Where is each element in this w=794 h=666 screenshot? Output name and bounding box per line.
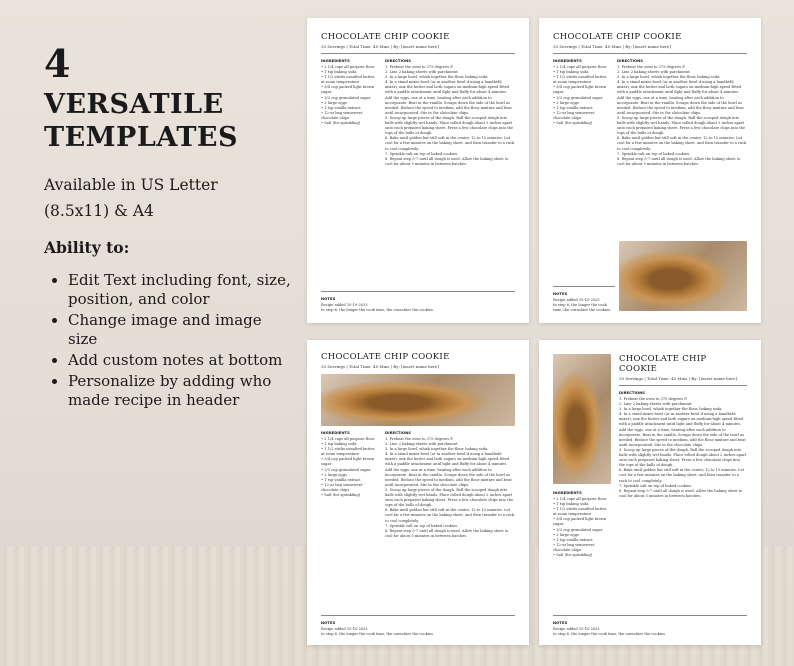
headline-line2: TEMPLATES — [44, 122, 238, 153]
ingredient-item: • 3/4 cup packed light brown sugar — [321, 457, 375, 467]
ingredient-item: • 12-oz bag semisweet chocolate chips — [553, 110, 595, 120]
ingredient-item: • 1 tsp baking soda — [553, 70, 589, 75]
direction-step: 6. Bake until golden but still soft in the center, 12 to 15 minutes. Let cool for a few minutes on the baking sheet, and then transfer to a rack to cool completely. — [619, 468, 745, 483]
ingredient-item: • 1 1/2 sticks unsalted butter, at room temperature — [321, 447, 376, 457]
direction-step: 8. Repeat step 5-7 until all dough is used. Allow the baking sheet to cool for about 5 minutes in between batches. — [619, 488, 743, 498]
cookie-photo — [321, 374, 515, 426]
template-page-3 — [307, 340, 529, 645]
template-count: 4 — [44, 41, 71, 86]
ingredient-item: • 1 tsp vanilla extract — [553, 105, 593, 110]
direction-step: 7. Sprinkle salt on top of baked cookies. — [385, 151, 459, 156]
ingredients-section — [321, 430, 379, 539]
feature-item: • Personalize by adding who made recipe in header — [68, 372, 294, 410]
direction-step: 5. Scoop up large pieces of the dough. Roll the scooped dough into balls with slightly wet hands. Place rolled dough about 2 inches apart onto each prepared baking sheet. Press a few chocolate chips into the tops of the balls of dough. — [385, 487, 514, 508]
direction-step: 6. Bake until golden but still soft in the center, 12 to 15 minutes. Let cool for a few minutes on the baking sheet, and then transfer to a rack to cool completely. — [617, 136, 747, 151]
direction-step: 1. Preheat the oven to 375 degrees F. — [385, 437, 454, 441]
recipe-body — [553, 58, 747, 167]
directions-section — [385, 430, 515, 539]
ingredient-item: • 2/3 cup granulated sugar — [553, 527, 603, 532]
directions-section — [385, 58, 515, 167]
divider — [321, 615, 515, 616]
ingredients-heading: INGREDIENTS — [553, 490, 582, 495]
availability-line2: (8.5x11) & A4 — [44, 202, 154, 220]
ingredients-heading: INGREDIENTS — [321, 430, 350, 435]
ingredient-item: • 2 1/4 cups all-purpose flour — [553, 65, 607, 69]
ingredient-item: • 1 1/2 sticks unsalted butter, at room temperature — [553, 507, 608, 517]
direction-step: 1. Preheat the oven to 375 degrees F. — [619, 397, 688, 401]
ingredients-section — [553, 490, 611, 558]
availability — [44, 172, 294, 224]
divider — [553, 615, 747, 616]
ingredients-section — [553, 58, 611, 167]
ingredient-item: • Salt (for sprinkling) — [553, 553, 593, 558]
divider — [321, 53, 515, 54]
direction-step: 8. Repeat step 5-7 until all dough is used. Allow the baking sheet to cool for about 5 minutes in between batches. — [385, 528, 509, 538]
template-page-1 — [307, 18, 529, 323]
ingredient-item: • 2 1/4 cups all-purpose flour — [321, 437, 375, 441]
ingredient-item: • Salt (for sprinkling) — [553, 121, 593, 126]
notes-line: Recipe added 10-10-2023 — [553, 626, 600, 631]
notes-section — [553, 282, 615, 313]
ingredient-item: • 3/4 cup packed light brown sugar — [553, 517, 607, 527]
notes-heading: NOTES — [321, 619, 336, 625]
notes-line: Recipe added 10-10-2023 — [321, 302, 368, 307]
ingredient-item: • 1 tsp baking soda — [321, 70, 357, 75]
directions-list — [385, 65, 515, 167]
ability-heading: Ability to: — [44, 238, 130, 257]
ingredients-section — [321, 58, 379, 167]
ingredient-item: • 1 1/2 sticks unsalted butter, at room temperature — [321, 75, 376, 85]
ingredients-heading: INGREDIENTS — [553, 58, 582, 63]
ingredient-item: • 12-oz bag semisweet chocolate chips — [321, 110, 363, 120]
headline — [44, 88, 294, 154]
notes-heading: NOTES — [553, 290, 568, 296]
feature-item: • Edit Text including font, size, position, and color — [68, 271, 294, 309]
notes-line: In step 6, the longer the cook time, the crunchier the cookies. — [321, 307, 435, 312]
direction-step: 3. In a large bowl, whisk together the flour, baking soda. — [617, 75, 721, 80]
direction-step: 1. Preheat the oven to 375 degrees F. — [617, 65, 686, 69]
directions-section — [617, 58, 747, 167]
availability-line1: Available in US Letter — [44, 176, 218, 194]
ingredient-item: • 2/3 cup granulated sugar — [553, 95, 603, 100]
recipe-meta: 20 Servings | Total Time: 45 Mins | By: [insert name here] — [553, 44, 671, 49]
directions-heading: DIRECTIONS — [619, 390, 646, 395]
notes-heading: NOTES — [321, 295, 336, 301]
ingredient-item: • 1 tsp vanilla extract — [321, 105, 361, 110]
recipe-meta: 20 Servings | Total Time: 45 Mins | By: [insert name here] — [619, 376, 737, 381]
directions-list — [385, 437, 515, 539]
recipe-meta: 20 Servings | Total Time: 45 Mins | By: [insert name here] — [321, 44, 439, 49]
directions-list — [619, 397, 747, 499]
directions-heading: DIRECTIONS — [617, 58, 644, 63]
notes-line: Recipe added 10-10-2023 — [321, 626, 368, 631]
ingredient-item: • 2 large eggs — [553, 100, 579, 105]
recipe-body — [321, 430, 515, 539]
ingredient-item: • 1 tsp baking soda — [553, 502, 589, 507]
cookie-photo — [553, 354, 611, 484]
ingredient-item: • 3/4 cup packed light brown sugar — [553, 85, 607, 95]
notes-section — [321, 287, 515, 313]
template-page-2 — [539, 18, 761, 323]
direction-step: 7. Sprinkle salt on top of baked cookies. — [385, 523, 459, 528]
divider — [553, 286, 615, 287]
ingredient-item: • 2 large eggs — [321, 100, 347, 105]
direction-step: 7. Sprinkle salt on top of baked cookies. — [617, 151, 691, 156]
direction-step: 3. In a large bowl, whisk together the flour, baking soda. — [619, 407, 723, 412]
notes-heading: NOTES — [553, 619, 568, 625]
ingredient-item: • 3/4 cup packed light brown sugar — [321, 85, 375, 95]
notes-line: In step 6, the longer the cook time, the crunchier the cookies. — [553, 631, 667, 636]
direction-step: 5. Scoop up large pieces of the dough. Roll the scooped dough into balls with slightly wet hands. Place rolled dough about 2 inches apart onto each prepared baking sheet. Press a few chocolate chips into the tops of the balls of dough. — [619, 447, 747, 468]
ingredient-item: • 1 tsp vanilla extract — [553, 537, 593, 542]
ingredients-list — [321, 65, 379, 126]
ingredient-item: • Salt (for sprinkling) — [321, 121, 361, 126]
direction-step: 4. In a stand mixer bowl (or in another bowl if using a handheld mixer), mix the butter and both sugars on medium-high speed fitted with a paddle attachment until light and fluffy for about 4 minutes. Add the eggs, one at a time, beating after each addition to incorporate. Beat in the vanilla. Scrape down the side of the bowl as needed. Reduce the speed to medium, add the flour mixture and beat until incorporated. Stir in the chocolate chips. — [619, 412, 746, 447]
direction-step: 5. Scoop up large pieces of the dough. Roll the scooped dough into balls with slightly wet hands. Place rolled dough about 2 inches apart onto each prepared baking sheet. Press a few chocolate chips into the tops of the balls of dough. — [385, 115, 514, 136]
ingredient-item: • 1 tsp vanilla extract — [321, 477, 361, 482]
ingredients-heading: INGREDIENTS — [321, 58, 350, 63]
promo-text — [44, 41, 294, 412]
direction-step: 8. Repeat step 5-7 until all dough is used. Allow the baking sheet to cool for about 5 minutes in between batches. — [617, 156, 741, 166]
ingredient-item: • 2 1/4 cups all-purpose flour — [553, 497, 607, 501]
ingredient-item: • 1 1/2 sticks unsalted butter, at room temperature — [553, 75, 608, 85]
direction-step: 4. In a stand mixer bowl (or in another bowl if using a handheld mixer), mix the butter and both sugars on medium-high speed fitted with a paddle attachment until light and fluffy for about 4 minutes. Add the eggs, one at a time, beating after each addition to incorporate. Beat in the vanilla. Scrape down the side of the bowl as needed. Reduce the speed to medium, add the flour mixture and beat until incorporated. Stir in the chocolate chips. — [617, 80, 744, 115]
ingredient-item: • 12-oz bag semisweet chocolate chips — [321, 482, 363, 492]
recipe-title: CHOCOLATE CHIP COOKIE — [619, 354, 707, 374]
recipe-meta: 20 Servings | Total Time: 45 Mins | By: [insert name here] — [321, 364, 439, 369]
recipe-title: CHOCOLATE CHIP COOKIE — [321, 352, 450, 362]
ingredient-item: • Salt (for sprinkling) — [321, 493, 361, 498]
directions-list — [617, 65, 747, 167]
direction-step: 6. Bake until golden but still soft in the center, 12 to 15 minutes. Let cool for a few minutes on the baking sheet, and then transfer to a rack to cool completely. — [385, 136, 515, 151]
notes-line: In step 6, the longer the cook time, the crunchier the cookies. — [321, 631, 435, 636]
direction-step: 4. In a stand mixer bowl (or in another bowl if using a handheld mixer), mix the butter and both sugars on medium-high speed fitted with a paddle attachment until light and fluffy for about 4 minutes. Add the eggs, one at a time, beating after each addition to incorporate. Beat in the vanilla. Scrape down the side of the bowl as needed. Reduce the speed to medium, add the flour mixture and beat until incorporated. Stir in the chocolate chips. — [385, 452, 512, 487]
direction-step: 3. In a large bowl, whisk together the flour, baking soda. — [385, 447, 489, 452]
cookie-photo — [619, 241, 747, 311]
recipe-title: CHOCOLATE CHIP COOKIE — [553, 32, 682, 42]
direction-step: 2. Line 2 baking sheets with parchment. — [619, 402, 693, 407]
divider — [619, 385, 747, 386]
recipe-body — [321, 58, 515, 167]
ingredient-item: • 2 large eggs — [553, 532, 579, 537]
feature-list — [44, 271, 294, 410]
template-page-4 — [539, 340, 761, 645]
ingredient-item: • 2 1/4 cups all-purpose flour — [321, 65, 375, 69]
direction-step: 2. Line 2 baking sheets with parchment. — [385, 442, 459, 447]
ingredient-item: • 2 large eggs — [321, 472, 347, 477]
direction-step: 6. Bake until golden but still soft in the center, 12 to 15 minutes. Let cool for a few minutes on the baking sheet, and then transfer to a rack to cool completely. — [385, 508, 515, 523]
ingredients-list — [321, 437, 379, 498]
ingredients-list — [553, 497, 611, 558]
direction-step: 3. In a large bowl, whisk together the flour, baking soda. — [385, 75, 489, 80]
ingredient-item: • 12-oz bag semisweet chocolate chips — [553, 542, 595, 552]
notes-line: In step 6, the longer the cook time, the crunchier the cookies. — [553, 302, 612, 312]
notes-section — [553, 611, 747, 637]
divider — [321, 291, 515, 292]
ingredients-list — [553, 65, 611, 126]
divider — [553, 53, 747, 54]
feature-item: • Change image and image size — [68, 311, 294, 349]
ingredient-item: • 2/3 cup granulated sugar — [321, 467, 371, 472]
direction-step: 7. Sprinkle salt on top of baked cookies. — [619, 483, 693, 488]
direction-step: 5. Scoop up large pieces of the dough. Roll the scooped dough into balls with slightly wet hands. Place rolled dough about 2 inches apart onto each prepared baking sheet. Press a few chocolate chips into the tops of the balls of dough. — [617, 115, 746, 136]
ingredient-item: • 2/3 cup granulated sugar — [321, 95, 371, 100]
directions-heading: DIRECTIONS — [385, 58, 412, 63]
direction-step: 1. Preheat the oven to 375 degrees F. — [385, 65, 454, 69]
direction-step: 2. Line 2 baking sheets with parchment. — [617, 70, 691, 75]
directions-heading: DIRECTIONS — [385, 430, 412, 435]
notes-line: Recipe added 10-10-2023 — [553, 297, 600, 302]
notes-section — [321, 611, 515, 637]
ingredient-item: • 1 tsp baking soda — [321, 442, 357, 447]
headline-line1: VERSATILE — [44, 89, 224, 120]
direction-step: 4. In a stand mixer bowl (or in another bowl if using a handheld mixer), mix the butter and both sugars on medium-high speed fitted with a paddle attachment until light and fluffy for about 4 minutes. Add the eggs, one at a time, beating after each addition to incorporate. Beat in the vanilla. Scrape down the side of the bowl as needed. Reduce the speed to medium, add the flour mixture and beat until incorporated. Stir in the chocolate chips. — [385, 80, 512, 115]
recipe-title: CHOCOLATE CHIP COOKIE — [321, 32, 450, 42]
direction-step: 8. Repeat step 5-7 until all dough is used. Allow the baking sheet to cool for about 5 minutes in between batches. — [385, 156, 509, 166]
feature-item: • Add custom notes at bottom — [68, 351, 294, 370]
direction-step: 2. Line 2 baking sheets with parchment. — [385, 70, 459, 75]
